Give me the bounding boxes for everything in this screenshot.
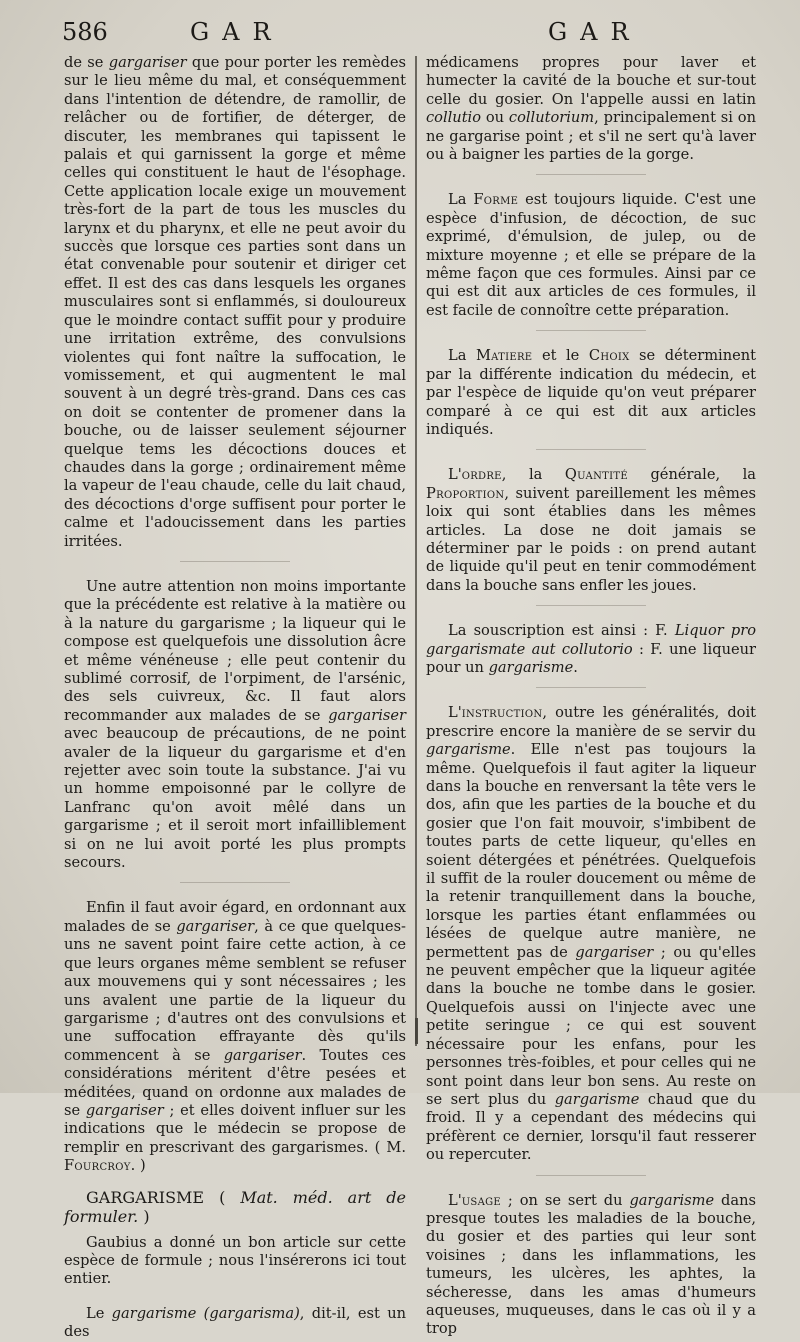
text-run: Le [86,1304,112,1322]
section-divider [536,174,646,175]
text-run: , à ce que quelques-uns ne savent point faire cette action, à ce que leurs organes même semblent se refuser aux mouvemens qui y sont nécessaires ; les uns avalent une partie de la liqueur du gargarisme ; d'autres ont des convulsions et une suffocation effrayante dès qu'ils commencent à se [64,917,406,1064]
italic-text: gargariser [223,1046,302,1064]
running-head-left: GAR [190,18,284,46]
text-run: ou [481,109,509,127]
text-run: , suivent pareillement les mêmes loix qui sont établies dans les mêmes articles. La dose ne doit jamais se déterminer par le poids : on prend autant de liquide qu'il peut en tenir commodément dans la bouche sans enfler les joues. [426,484,756,594]
small-caps-text: usage [461,1191,501,1209]
paragraph [426,1192,756,1339]
paragraph [426,466,756,595]
text-run: Gaubius a donné un bon article sur cette espèce de formule ; nous l'insérerons ici tout entier. [64,1233,406,1288]
text-run: . Elle n'est pas toujours la même. Quelquefois il faut agiter la liqueur dans la bouche en renversant la tête vers le dos, afin que les parties de la bouche et du gosier que l'on fait mouvoir, s'imbibent de toutes parts de cette liqueur, qu'elles en soient détergées et pénétrées. Quelquefois il suffit de la rouler doucement ou même de la retenir tranquillement dans la bouche, lorsque les parties étant enflammées ou lésées de quelque autre manière, ne permettent pas de [426,741,756,961]
text-run: ; ou qu'elles ne peuvent empêcher que la liqueur agitée dans la bouche ne tombe dans le gosier. Quelquefois aussi on l'injecte avec une petite seringue ; ce qui est souvent nécessaire pour les enfans, pour les personnes très-foibles, et pour celles qui ne sont point dans leur bon sens. Au reste on se sert plus du [426,943,756,1108]
small-caps-text: Proportion [426,484,505,502]
text-run: médicamens propres pour laver et humecter la cavité de la bouche et sur-tout celle du gosier. On l'appelle aussi en latin [426,54,756,108]
italic-text: gargarisme (gargarisma) [111,1304,300,1322]
text-run: Enfin il faut avoir égard, en ordonnant aux malades de se [64,899,406,935]
section-divider [536,605,646,606]
text-run: avec beaucoup de précautions, de ne point avaler de la liqueur du gargarisme et d'en rejetter avec soin toute la substance. J'ai vu un homme empoisonné par le collyre de Lanfranc qu'on avoit mêlé dans un gargarisme ; et il seroit mort infailliblement si on ne lui avoit porté les plus prompts secours. [64,725,406,872]
section-divider [536,449,646,450]
small-caps-text: Quantité [564,466,628,484]
text-run: La [448,191,474,209]
paragraph [426,704,756,1164]
section-divider [536,687,646,688]
text-run: , la [501,466,565,484]
paragraph [64,54,406,551]
column-rule-mark [415,1018,418,1044]
small-caps-text: instruction [461,704,543,722]
text-run: : F. une liqueur pour un [426,640,756,676]
text-run: La [448,347,476,365]
text-run: , principalement si on ne gargarise point ; et s'il ne sert qu'à laver ou à baigner les parties de la gorge. [426,109,756,164]
text-run: chaud que du froid. Il y a cependant des médecins qui préfèrent ce dernier, lorsqu'il faut resserer ou repercuter. [426,1090,756,1164]
text-run: , outre les généralités, doit prescrire encore la manière de se servir du [426,704,756,740]
text-run: L' [448,1191,462,1209]
text-run: ) [138,1206,150,1226]
small-caps-text: Forme [473,191,519,209]
italic-text: gargariser [85,1101,164,1119]
italic-text: collutio [426,109,482,127]
paragraph [426,191,756,320]
page-header [0,18,800,52]
italic-text: gargarisme [554,1090,640,1108]
italic-text: Mat. méd. art de formuler. [64,1187,406,1226]
section-divider [180,561,290,562]
right-column [426,54,756,1338]
page-number: 586 [62,18,108,46]
italic-text: collutorium [508,109,595,127]
text-run: que pour porter les remèdes sur le lieu même du mal, et conséquemment dans l'intention de détendre, de ramollir, de relâcher ou de fortifier, de déterger, de discuter, les membranes qui tapissent le palais et qui garnissent la gorge et même celles qui constituent le haut de l'ésophage. Cette application locale exige un mouvement très-fort de la part de tous les muscles du larynx et du pharynx, et elle ne peut avoir du succès que lorsque ces parties sont dans un état convenable pour soutenir et diriger cet effet. Il est des cas dans lesquels les organes musculaires sont si enflammés, si douloureux que le moindre contact suffit pour y produire une irritation extrême, des convulsions violentes qui font naître la suffocation, le vomissement, et qui augmentent le mal souvent à un degré très-grand. Dans ces cas on doit se contenter de promener dans la bouche, ou de laisser seulement séjourner quelque tems les décoctions douces et chaudes dans la gorge ; ordinairement même la vapeur de l'eau chaude, celle du lait chaud, des décoctions d'orge suffisent pour porter le calme et l'adoucissement dans les parties irritées. [64,54,406,550]
text-run: Une autre attention non moins importante que la précédente est relative à la matière ou à la nature du gargarisme ; la liqueur qui le compose est quelquefois une dissolution âcre et même vénéneuse ; elle peut contenir du sublimé corrosif, de l'orpiment, de l'arsénic, des sels cuivreux, &c. Il faut alors recommander aux malades de se [64,577,406,724]
small-caps-text: Choix [588,347,630,365]
left-column [64,54,407,1341]
text-run: , dit-il, est un des [64,1304,407,1341]
paragraph [64,578,406,873]
italic-text: gargariser [328,706,406,724]
text-run: est toujours liquide. C'est une espèce d'infusion, de décoction, de suc exprimé, d'émulsion, de julep, ou de mixture moyenne ; et elle se prépare de la même façon que ces formules. Ainsi par ce qui est dit aux articles de ces formules, il est facile de connoître cette préparation. [426,191,756,319]
text-run: L' [448,704,462,722]
paragraph [64,1305,406,1342]
italic-text: gargariser [575,943,654,961]
text-run: et le [532,347,589,365]
text-run: GARGARISME ( [86,1187,241,1207]
paragraph [426,54,756,164]
italic-text: gargariser [108,54,187,71]
text-run: L' [448,466,462,484]
small-caps-text: ordre [461,466,502,484]
entry-heading [64,1188,406,1226]
paragraph [64,1234,406,1289]
text-run: . [573,658,578,676]
italic-text: gargarisme [488,658,574,676]
text-run: se déterminent par la différente indication du médecin, et par l'espèce de liquide qu'on veut préparer comparé à ce qui est dit aux articles indiqués. [426,347,756,438]
text-run: . Toutes ces considérations méritent d'être pesées et méditées, quand on ordonne aux malades de se [64,1046,406,1119]
italic-text: gargariser [176,917,255,935]
paragraph [426,347,756,439]
text-run: ; on se sert du [501,1191,630,1209]
italic-text: gargarisme [426,741,511,759]
text-run: dans presque toutes les maladies de la bouche, du gosier et des parties qui leur sont voisines ; dans les inflammations, les tumeurs, les ulcères, les aphtes, la sécheresse, dans les amas d'humeurs aqueuses, muqueuses, dans le cas où il y a trop [426,1191,756,1338]
running-head-right: GAR [548,18,642,46]
section-divider [536,1175,646,1176]
italic-text: Liquor pro gargarismate aut collutorio [426,622,756,658]
small-caps-text: Fourcroy [64,1157,131,1175]
text-run: La souscription est ainsi : F. [448,622,675,640]
small-caps-text: Matiere [475,347,533,365]
column-rule [415,56,417,1046]
text-run: ; et elles doivent influer sur les indications que le médecin se propose de remplir en prescrivant des gargarismes. ( M. [64,1101,407,1156]
italic-text: gargarisme [629,1191,715,1209]
paragraph [426,622,756,677]
paragraph [64,899,406,1175]
section-divider [536,330,646,331]
section-divider [180,882,290,883]
text-run: . ) [130,1157,146,1175]
text-run: générale, la [627,466,756,484]
text-run: de se [64,54,109,71]
